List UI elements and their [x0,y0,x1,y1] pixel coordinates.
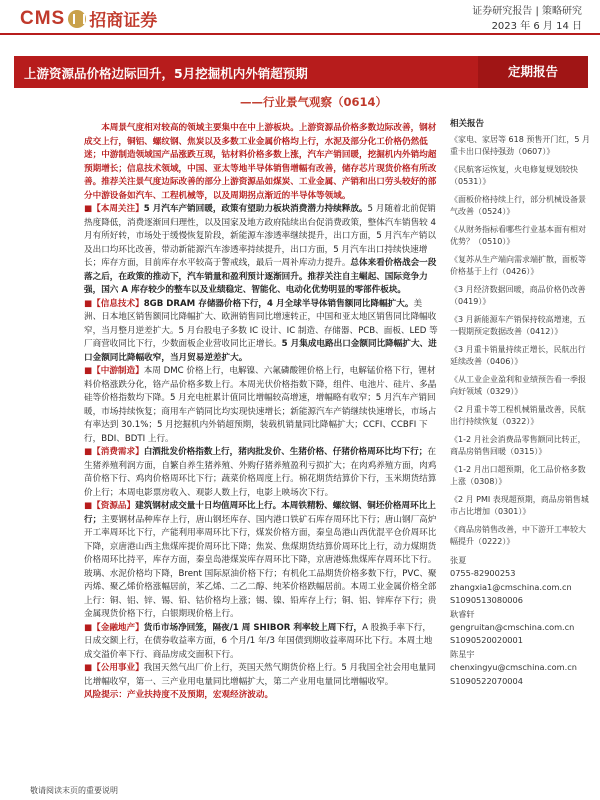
contact-line[interactable]: chenxingyu@cmschina.com.cn [450,662,577,673]
related-report-link[interactable]: 《面板价格持续上行，部分机械设备景气改善（0524）》 [450,195,586,216]
related-reports-list [450,134,590,548]
logo-chinese-text: 招商证券 [89,11,158,31]
page-header [0,0,600,45]
contact-line: S1090520020001 [450,635,523,646]
header-divider [0,33,600,35]
section-text: 在生猪养殖利润方面，自繁自养生猪养殖、外购仔猪养殖盈利亏损扩大；在肉鸡养殖方面，肉鸡苗价格下行、鸡肉价格周环比下行；蔬菜价格周度上行。棉花期货结算价下行，玉米期货结算价上行；本周电影票房收入、观影人数上行，电影上映场次下行。 [84,447,437,498]
section-label: 【资源品】 [92,501,136,511]
related-report-link[interactable]: 《1-2 月出口超预期，化工品价格多数上涨（0308）》 [450,465,586,486]
section-paragraph [84,365,439,446]
summary-paragraph: 本周景气度相对较高的领域主要集中在中上游板块。上游资源品价格多数边际改善，钢材成交上行，铜铝、螺纹钢、焦炭以及多数工业金属价格均上行，水泥及部分化工价格仍然低迷；中游制造领域国产品涨跌互现，钴材料价格多数上涨，汽车产销回暖，挖掘机内外销均超预期增长；信息技术领域，中国、亚太等地半导体销售增幅有改善，储存芯片现货价格有所改善。推荐关注景气度边际改善的部分上游资源品如煤炭、工业金属、产销和出口劳头较好的部分中游设备如汽车、工程机械等，以及周期拐点渐近的半导体等领域。 [84,123,437,201]
report-type-tag: 定期报告 [478,56,588,88]
related-report-link[interactable]: 《1-2 月社会消费品零售额同比转正，商品房销售回暖（0315）》 [450,435,586,456]
section-lead: 建筑钢材成交量十日均值周环比上行。本周铁精粉、螺纹钢、铜坯价格周环比上行； [84,501,436,525]
section-paragraphs [84,203,439,689]
square-bullet-icon: ■ [84,663,93,673]
related-report-link[interactable]: 《家电、家居等 618 预售开门红，5 月重卡出口保持强劲（0607）》 [450,135,590,156]
contact-line: 陈星宇 [450,648,475,659]
related-report-link[interactable]: 《民航客运恢复，火电修复规划较快（0531）》 [450,165,578,186]
related-report-link[interactable]: 《3 月重卡销量持续正增长，民航出行延续改善（0406）》 [450,345,586,366]
square-bullet-icon: ■ [84,447,93,457]
report-subtitle: ——行业景气观察（0614） [240,95,388,109]
related-report-link[interactable]: 《复苏从生产端向需求端扩散，面板等价格基于上行（0426）》 [450,255,586,276]
report-date: 2023 年 6 月 14 日 [491,21,582,32]
related-report-link[interactable]: 《3 月经济数据回暖，商品价格仍改善（0419）》 [450,285,586,306]
analyst-contacts [450,554,590,688]
section-paragraph [84,662,439,689]
sidebar [450,118,590,688]
related-report-link[interactable]: 《从工业企业盈利和业绩预告看一季报向好领域（0329）》 [450,375,586,396]
contact-line[interactable]: zhangxia1@cmschina.com.cn [450,581,572,592]
logo-cms-text: CMS [20,7,66,29]
section-paragraph [84,203,439,298]
section-text: 主要钢材品种库存上行，唐山钢坯库存、国内港口铁矿石库存周环比下行；唐山钢厂高炉开工率周环比下行，产能利用率周环比下行，煤炭价格方面，秦皇岛港山西优混平仓价周环比下降，京唐港山西主焦煤库提价周环比下降；焦炭、焦煤期货结算价周环比上行，动力煤期货价格周环比持平，库存方面，秦皇岛港煤炭库存周环比下降，京唐港炼焦煤库存周环比下行。玻璃、水泥价格均下降，Brent 国际原油价格下行；有机化工品期货价格多数下行，PVC、聚丙烯、聚乙烯价格涨幅居前，苯乙烯、二乙二醇、纯苯价格跌幅居前。本周工业金属价格全部上行：铜、铝、锌、锡、铅、钴价格均上涨；锡、镍、铅库存上行；铜、铝、锌库存下行；贵金属现货价格下行，白银期现价格上行。 [84,514,437,619]
related-report-link[interactable]: 《3 月新能源车产销保持较高增速，五一假期预定数据改善（0412）》 [450,315,586,336]
section-paragraph [84,298,439,366]
page-footer: 敬请阅读末页的重要说明 [30,786,118,795]
contact-line: 耿睿轩 [450,608,475,619]
square-bullet-icon: ■ [84,298,93,309]
related-report-link[interactable]: 《2 月重卡等工程机械销量改善，民航出行持续恢复（0322）》 [450,405,586,426]
section-label: 【消费需求】 [92,447,144,457]
related-report-link[interactable]: 《2 月 PMI 表现超预期，商品房销售城市占比增加（0301）》 [450,495,589,516]
section-lead: 白酒批发价格指数上行，猪肉批发价、生猪价格、仔猪价格周环比均下行； [143,447,428,457]
logo-emblem-icon [68,10,86,28]
section-label: 【本周关注】 [92,204,144,214]
section-label: 【金融地产】 [92,622,144,633]
section-text: A 股换手率下行，日成交额上行，在债券收益率方面，6 个月/1 年/3 年国债到期收益率周环比下行。本周土地成交溢价率下行、商品房成交面积下行。 [84,622,433,660]
cms-logo [20,6,157,31]
section-text: 本周 DMC 价格上行，电解镍、六氟磷酸锂价格上行，电解锰价格下行，锂材料价格涨跌分化，铬产品价格多数上行。本周光伏价格指数下降，组件、电池片、硅片、多晶硅等价格指数均下降。5 月充电桩累计值同比增幅较高增速，增幅略有收窄；5 月汽车产销回暖，市场持续恢复；商用车产销同比均实现快速增长；新能源汽车产销继续快速增长，市场占有率达到 30.1%；5 月挖掘机内外销超预期，装载机销量同比降幅扩大；CCFI、CCBFI 下行，BDI、BDTI 上行。 [84,366,437,444]
square-bullet-icon: ■ [84,501,93,511]
square-bullet-icon: ■ [84,366,93,376]
related-report-link[interactable]: 《从财务指标看哪些行业基本面有相对优势？（0510）》 [450,225,586,246]
contact-line: 0755-82900253 [450,568,516,579]
section-label: 【中游制造】 [92,366,144,376]
contact-line: 张夏 [450,555,467,565]
contact-line: S1090513080006 [450,595,523,606]
risk-warning: 风险提示：产业扶持度不及预期，宏观经济波动。 [84,690,274,700]
section-label: 【信息技术】 [92,298,144,309]
section-label: 【公用事业】 [92,663,144,673]
section-paragraph [84,622,439,663]
section-text: 我国天然气出厂价上行，英国天然气期货价格上行。5 月我国全社会用电量同比增幅收窄，第一、三产业用电量同比增幅扩大，第二产业用电量同比增幅收窄。 [84,663,436,687]
report-kind: 证券研究报告 | 策略研究 [472,6,582,17]
section-paragraph [84,500,439,622]
section-paragraph [84,446,439,500]
section-lead: 5 月汽车产销回暖，政策有望助力板块消费潜力持续释放。 [143,204,368,214]
report-title: 上游资源品价格边际回升，5月挖掘机内外销超预期 [24,66,308,81]
square-bullet-icon: ■ [84,622,93,633]
title-banner [14,56,588,88]
square-bullet-icon: ■ [84,204,93,214]
section-text: 美洲、日本地区销售额同比降幅扩大、欧洲销售同比增速转正，中国和亚太地区销售同比降幅收窄，当月整月逆差扩大。5 月台股电子多数 IC 设计、IC 制造、存储器、PCB、面板、LED 等厂商营收同比下行，少数面板企业营收同比正增长。 [84,298,438,349]
related-reports-heading: 相关报告 [450,119,485,129]
section-lead: 8GB DRAM 存储器价格下行，4 月全球半导体销售额同比降幅扩大。 [143,298,414,309]
main-body [84,122,439,703]
related-report-link[interactable]: 《商品房销售改善，中下游开工率较大幅提升（0222）》 [450,525,586,546]
section-lead: 货币市场净回笼，隔夜/1 周 SHIBOR 利率较上周下行， [143,622,363,633]
contact-line[interactable]: gengruitan@cmschina.com.cn [450,622,575,633]
contact-line: S1090522070004 [450,675,523,686]
section-text: 5 月随着北前促销热度降低，消费逐渐回归理性，以及国家及地方政府陆续出台促消费政策，整体汽车销售较 4 月有所好转，市场处于缓慢恢复阶段，新能源车渗透率继续提升，出口方面，5 月汽车产销以及出口均环比改善，带动新能源汽车渗透率持续提升，出口方面，5 月汽车出口持续快速增长；库存方面，目前库存水平较高于警戒线，最后一周补库动力提升。 [84,204,436,268]
header-meta [472,4,582,34]
section-highlight: 5 月集成电路出口金额同比降幅扩大、进口金额同比降幅收窄，当月贸易逆差扩大。 [84,339,437,363]
section-highlight: 总体来看价格战会一段落之后，在政策的推动下，汽车销量和盈利预计逐渐回升。推荐关注自主崛起、国际竞争力强，国六 A 库存较少的整车以及业绩稳定、智能化、电动化优势明显的零部件板块。 [84,258,437,295]
